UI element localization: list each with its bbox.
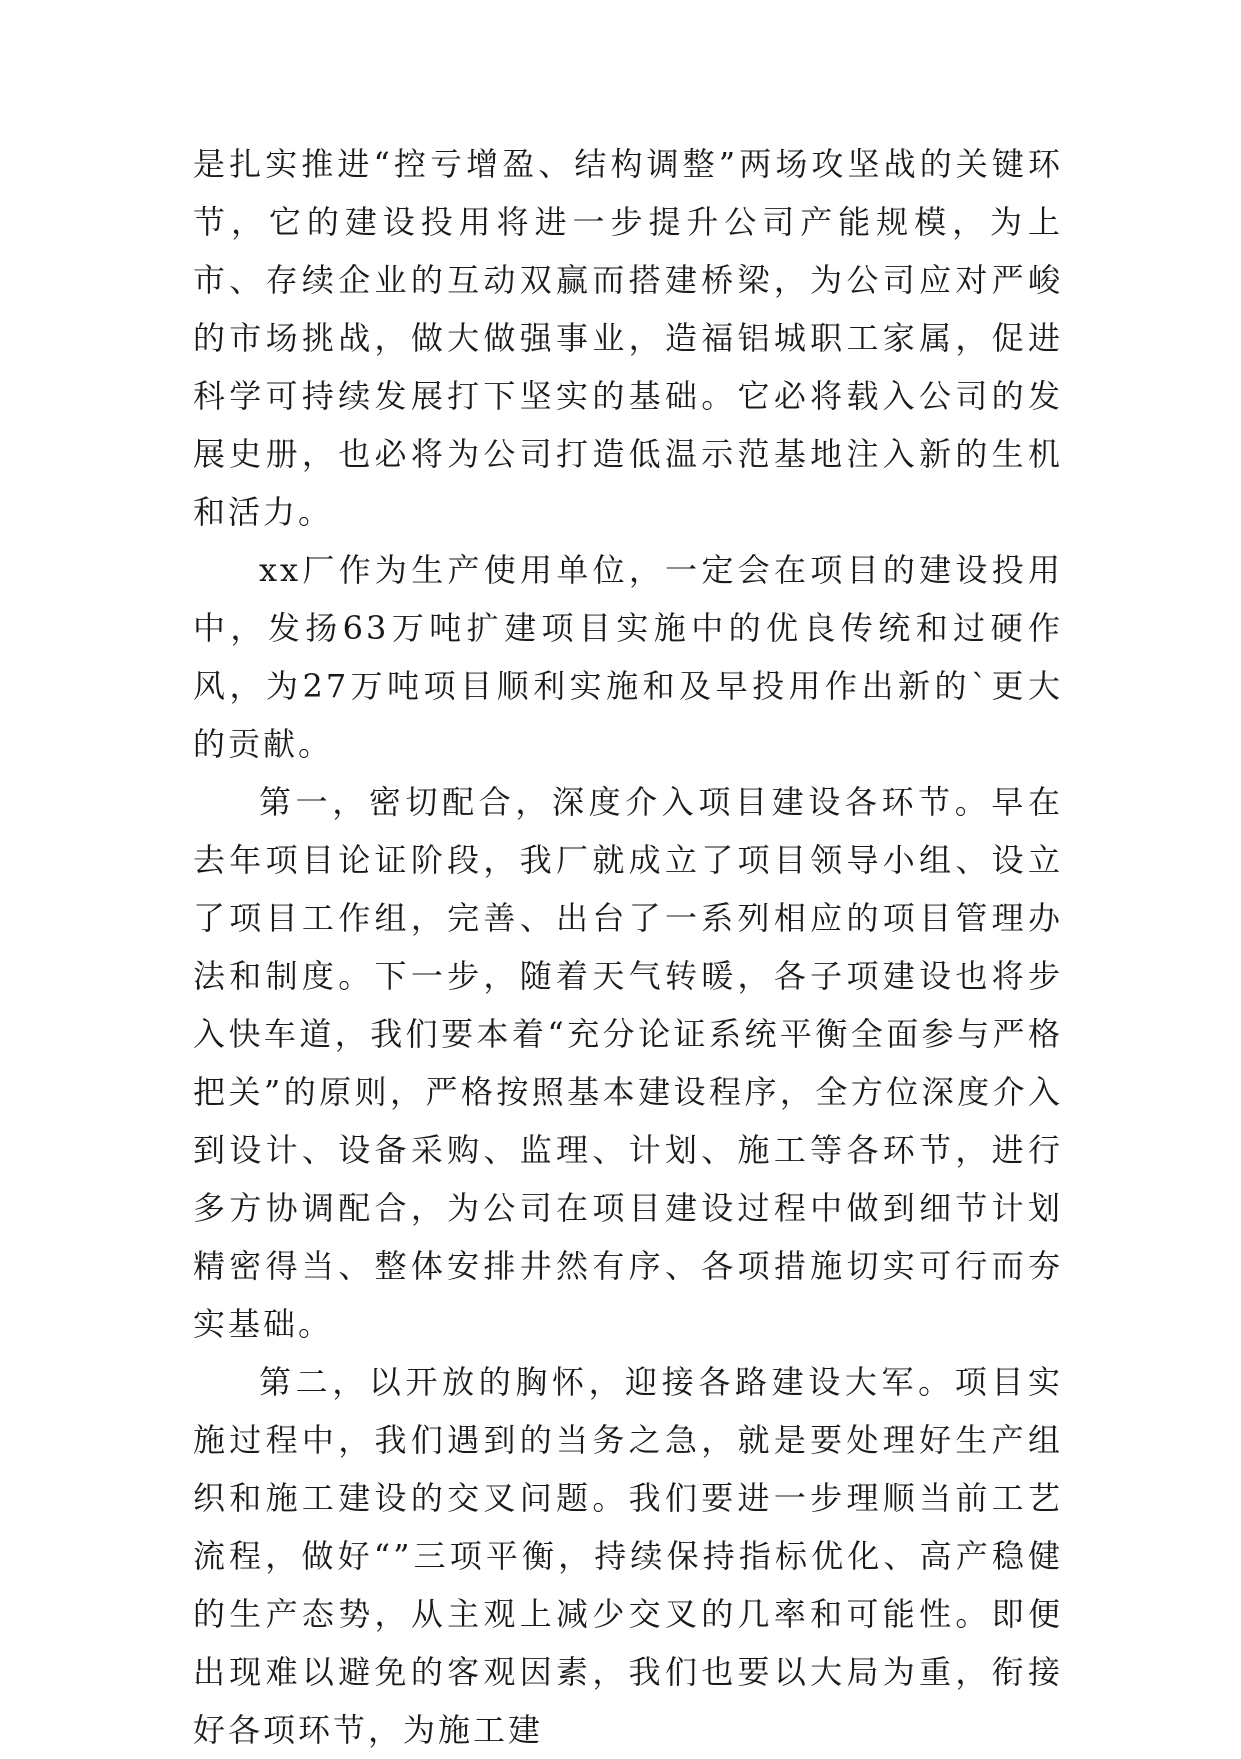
paragraph-second-point: 第二，以开放的胸怀，迎接各路建设大军。项目实施过程中，我们遇到的当务之急，就是要处理好生产组织和施工建设的交叉问题。我们要进一步理顺当前工艺流程，做好“”三项平衡，持续保持指标优化、高产稳健的生产态势，从主观上减少交叉的几率和可能性。即便出现难以避免的客观因素，我们也要以大局为重，衔接好各项环节，为施工建: [193, 1363, 1063, 1749]
paragraph-commitment: xx厂作为生产使用单位，一定会在项目的建设投用中，发扬63万吨扩建项目实施中的优良传统和过硬作风，为27万吨项目顺利实施和及早投用作出新的`更大的贡献。: [193, 551, 1063, 763]
document-page: [193, 135, 1063, 1759]
paragraph-first-point: 第一，密切配合，深度介入项目建设各环节。早在去年项目论证阶段，我厂就成立了项目领导小组、设立了项目工作组，完善、出台了一系列相应的项目管理办法和制度。下一步，随着天气转暖，各子项建设也将步入快车道，我们要本着“充分论证系统平衡全面参与严格把关”的原则，严格按照基本建设程序，全方位深度介入到设计、设备采购、监理、计划、施工等各环节，进行多方协调配合，为公司在项目建设过程中做到细节计划精密得当、整体安排井然有序、各项措施切实可行而夯实基础。: [193, 783, 1063, 1343]
paragraph-continuation: 是扎实推进“控亏增盈、结构调整”两场攻坚战的关键环节，它的建设投用将进一步提升公司产能规模，为上市、存续企业的互动双赢而搭建桥梁，为公司应对严峻的市场挑战，做大做强事业，造福铝城职工家属，促进科学可持续发展打下坚实的基础。它必将载入公司的发展史册，也必将为公司打造低温示范基地注入新的生机和活力。: [193, 145, 1063, 531]
